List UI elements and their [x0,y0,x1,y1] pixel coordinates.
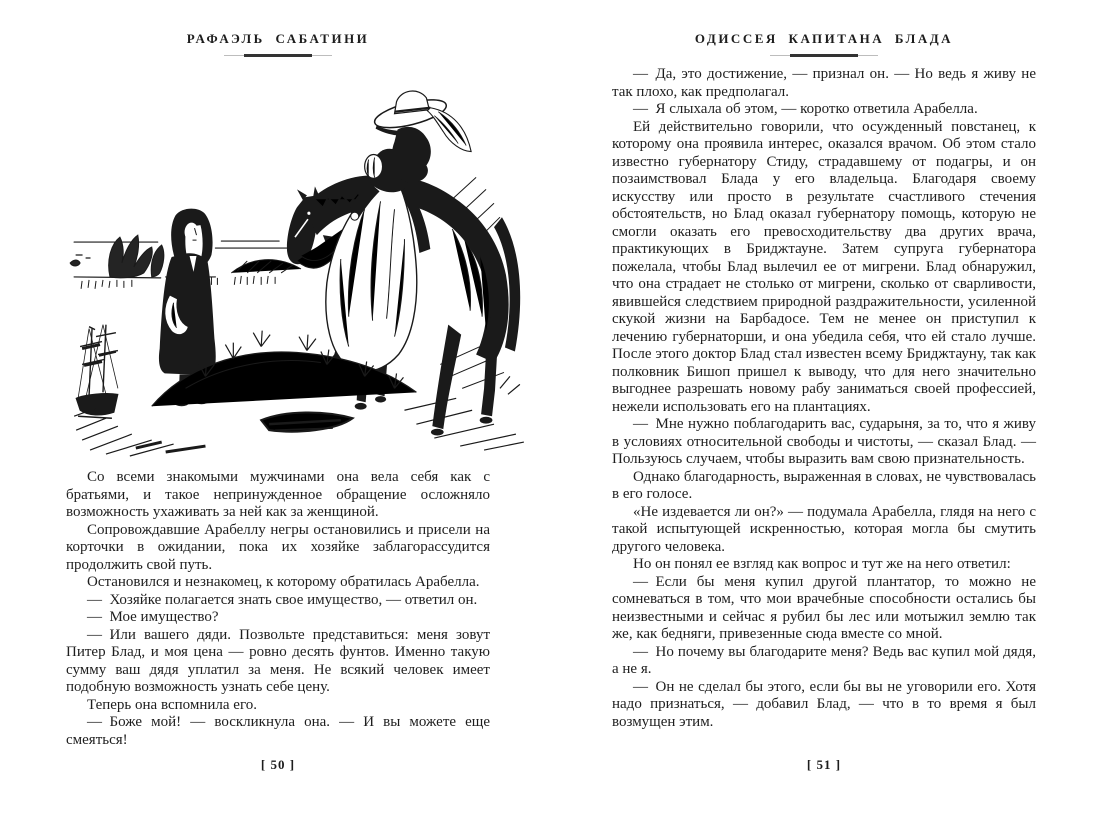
paragraph: — Мне нужно поблагодарить вас, сударыня, за то, что я живу в условиях относительной свободы и чистоты, — сказал Блад. — Пользуюсь случаем, чтобы выразить вам свою признательность. [612,416,1036,467]
paragraph: Однако благодарность, выраженная в словах, не чувствовалась в его голосе. [612,468,1036,502]
illustration-canvas [64,60,532,458]
paragraph: — Мое имущество? [87,609,219,625]
paragraph: Ей действительно говорили, что осужденный повстанец, к которому она проявила интерес, оказался врачом. Об этом стало известно губернатору Стиду, страдавшему от подагры, и он позаимствовал Блада у его владельца. Благодаря своему искусству или просто в результате счастливого стечения обстоятельств, но Блад оказал губернатору помощь, которую не смогли оказать его превосходительству два других врача, практикующих в Бриджтауне. Затем супруга губернатора пожелала, чтобы Блад вылечил ее от мигрени. Блад обнаружил, что она страдает не столько от мигрени, сколько от сварливости, явившейся следствием природной раздражительности, усиленной скукой жизни на Барбадосе. Тем не менее он приступил к лечению губернаторши, и она убедила себя, что ей стало лучше. После этого доктор Блад стал известен всему Бриджтауну, так как полковник Бишоп пришел к выводу, что для него значительно выгоднее разрешать новому рабу заниматься своей профессией, нежели использовать его на плантациях. [612,118,1036,415]
sailing-ship [76,325,118,419]
right-page-text [612,66,1036,731]
paragraph: Сопровождавшие Арабеллу негры остановились и присели на корточки в ожидании, пока их хозяйке заблагорассудится продолжить свой путь. [66,521,490,573]
page-number: [ 51 ] [806,757,842,772]
page-number: [ 50 ] [260,757,296,772]
right-page [612,0,1036,825]
header-rule [770,54,878,57]
paragraph: — Боже мой! — воскликнула она. — И вы можете еще смеяться! [66,714,490,748]
paragraph: — Да, это достижение, — признал он. — Но ведь я живу не так плохо, как предполагал. [612,66,1036,100]
running-head-author: РАФАЭЛЬ САБАТИНИ [186,31,370,46]
paragraph: — Если бы меня купил другой плантатор, то можно не сомневаться в том, что мои врачебные способности остались бы неизвестными и сейчас я рубил бы лес или мотыжил землю так же, как бедняги, привезенные сюда вместе со мной. [612,573,1036,642]
paragraph: — Или вашего дяди. Позвольте представиться: меня зовут Питер Блад, и моя цена — ровно десять фунтов. Именно такую сумму ваш дядя уплатил за меня. Не всякий человек имеет подобную возможность узнать себе цену. [66,626,490,695]
book-illustration [64,60,532,458]
paragraph: — Но почему вы благодарите меня? Ведь вас купил мой дядя, а не я. [612,643,1036,677]
header-rule [224,54,332,57]
left-page-text [66,469,490,749]
left-page [66,0,490,825]
paragraph: Теперь она вспомнила его. [87,696,257,713]
paragraph: — Хозяйке полагается знать свое имущество, — ответил он. [87,591,478,608]
paragraph: — Он не сделал бы этого, если бы вы не уговорили его. Хотя надо признаться, — добавил Блад, — что в то время я был возмущен этим. [612,678,1036,730]
headland [231,260,301,273]
paragraph: «Не издевается ли он?» — подумала Арабелла, глядя на него с такой испытующей искренностью, которая могла бы смутить другого человека. [612,503,1036,555]
header-rule-thick-line [244,54,312,57]
paragraph: Остановился и незнакомец, к которому обратилась Арабелла. [87,574,480,590]
running-head-title: ОДИССЕЯ КАПИТАНА БЛАДА [694,31,954,46]
paragraph: — Я слыхала об этом, — коротко ответила Арабелла. [633,101,978,117]
header-rule-thick-line [790,54,858,57]
paragraph: Со всеми знакомыми мужчинами она вела себя как с братьями, и такое непринужденное обращение осложняло возможность ухаживать за ней как за женщиной. [66,469,490,520]
paragraph: Но он понял ее взгляд как вопрос и тут же на него ответил: [633,556,1011,572]
